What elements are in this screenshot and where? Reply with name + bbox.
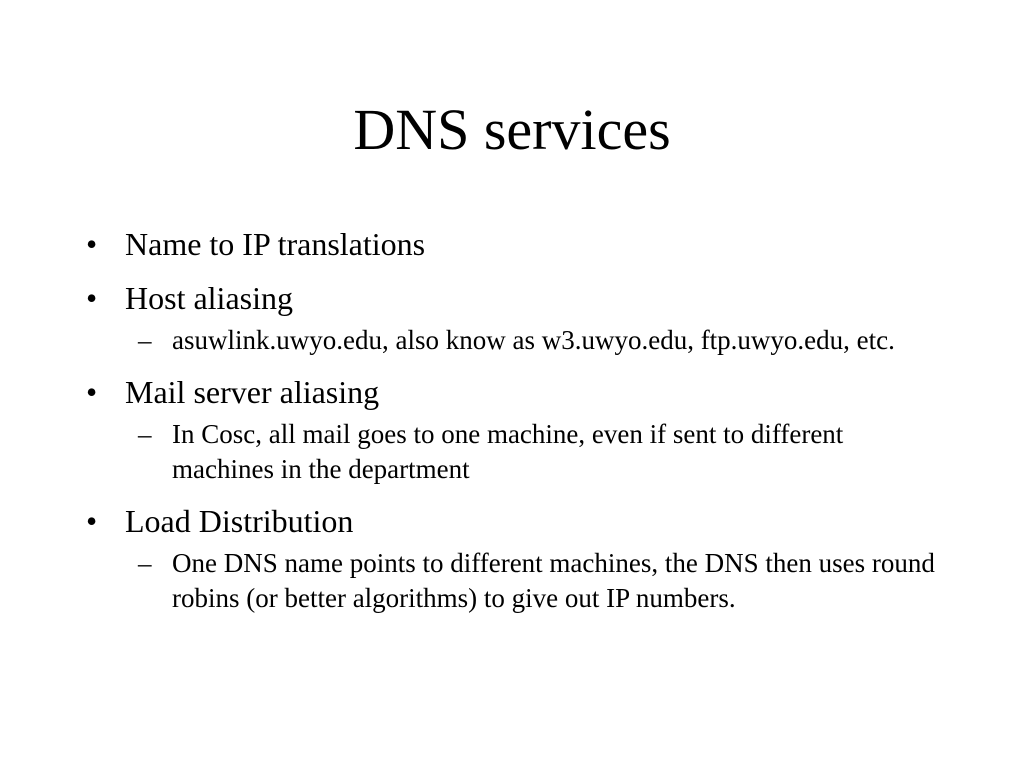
sub-item-host-aliasing-example (84, 323, 942, 358)
sub-item-text: asuwlink.uwyo.edu, also know as w3.uwyo.edu, ftp.uwyo.edu, etc. (172, 325, 895, 355)
dash-marker: – (138, 548, 152, 578)
sub-item-text: One DNS name points to different machines, the DNS then uses round robins (or better algorithms) to give out IP numbers. (172, 548, 935, 613)
dash-marker: – (138, 419, 152, 449)
bullet-marker: • (86, 280, 98, 316)
dash-marker: – (138, 325, 152, 355)
bullet-item-load-distribution (84, 501, 964, 541)
sub-item-mail-example (84, 417, 942, 487)
bullet-item-mail-server-aliasing (84, 372, 964, 412)
slide-title: DNS services (353, 97, 671, 162)
sub-item-text: In Cosc, all mail goes to one machine, even if sent to different machines in the department (172, 419, 844, 484)
bullet-text: Mail server aliasing (125, 374, 380, 410)
bullet-item-name-to-ip (84, 224, 964, 264)
sub-item-load-distribution-example (84, 546, 942, 616)
bullet-item-host-aliasing (84, 278, 964, 318)
bullet-text: Host aliasing (125, 280, 293, 316)
bullet-list (84, 224, 964, 630)
bullet-marker: • (86, 503, 98, 539)
bullet-text: Load Distribution (125, 503, 354, 539)
bullet-marker: • (86, 374, 98, 410)
bullet-marker: • (86, 226, 98, 262)
bullet-text: Name to IP translations (125, 226, 426, 262)
